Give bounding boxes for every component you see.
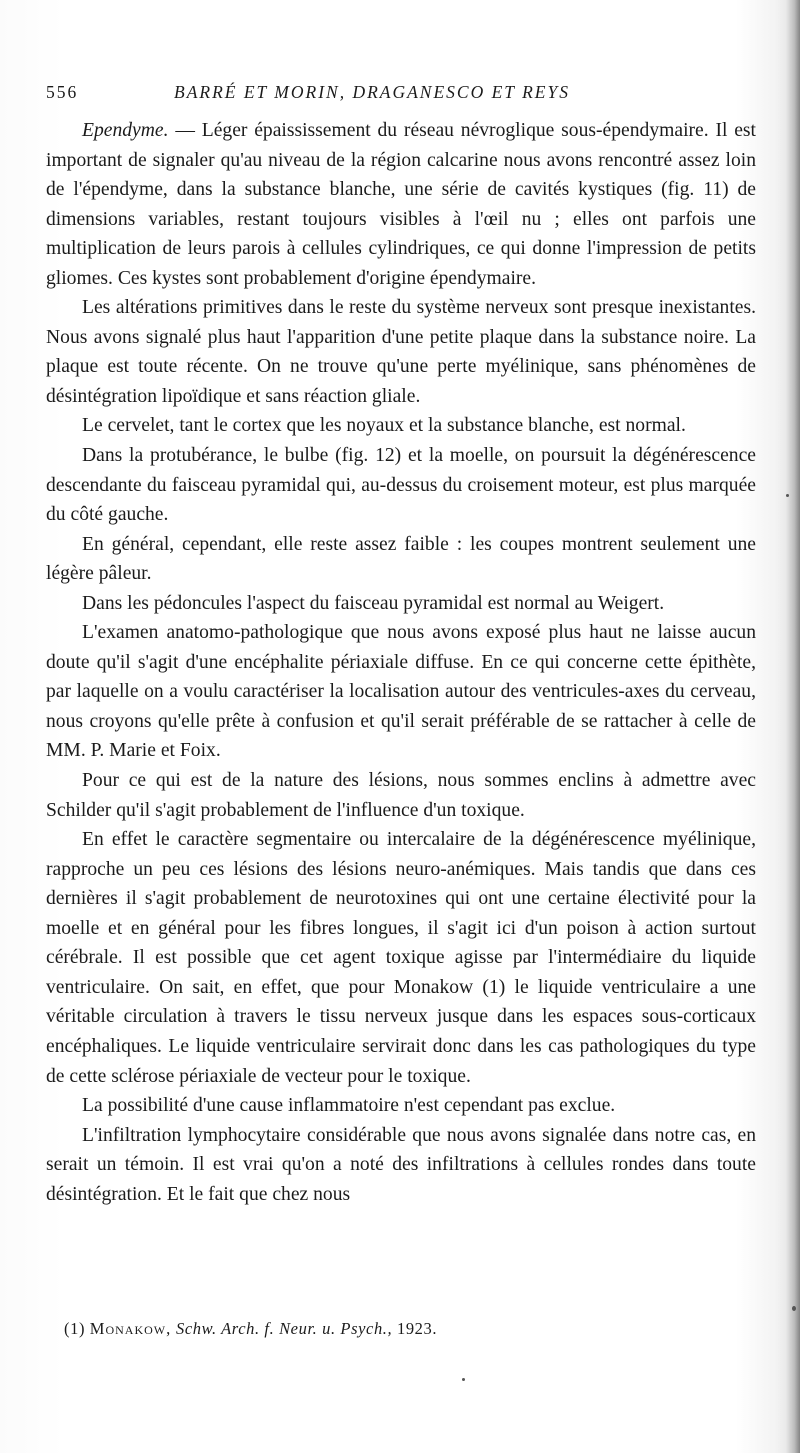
scan-speck: [786, 494, 789, 497]
paragraph: [46, 116, 756, 293]
scan-speck: [462, 1378, 465, 1381]
section-lead: Ependyme.: [82, 120, 169, 141]
footnote-author: Monakow,: [89, 1319, 172, 1338]
footnote-journal: Schw. Arch. f. Neur. u. Psych.,: [175, 1319, 393, 1338]
paragraph: En général, cependant, elle reste assez faible : les coupes montrent seulement une légère pâleur.: [46, 533, 756, 585]
paragraph: La possibilité d'une cause inflammatoire n'est cependant pas exclue.: [82, 1095, 616, 1117]
footnote: [64, 1319, 754, 1339]
paragraph: Dans la protubérance, le bulbe (fig. 12) et la moelle, on poursuit la dégénérescence descendante du faisceau pyramidal qui, au-dessus du croisement moteur, est plus marquée du côté gauche.: [46, 445, 756, 526]
footnote-year: 1923.: [396, 1319, 438, 1338]
footnote-marker: (1): [64, 1319, 86, 1338]
paragraph: Dans les pédoncules l'aspect du faisceau pyramidal est normal au Weigert.: [82, 592, 665, 614]
scan-speck: [792, 1306, 796, 1311]
page-edge-shadow: [786, 0, 800, 1453]
paragraph: L'examen anatomo-pathologique que nous avons exposé plus haut ne laisse aucun doute qu'il s'agit d'une encéphalite périaxiale diffuse. En ce qui concerne cette épithète, par laquelle on a voulu caractériser la localisation autour des ventricules-axes du cerveau, nous croyons qu'elle prête à confusion et qu'il serait préférable de se rattacher à celle de MM. P. Marie et Foix.: [46, 622, 756, 762]
paragraph-text: — Léger épaississement du réseau névroglique sous-épendymaire. Il est important de signaler qu'au niveau de la région calcarine nous avons rencontré assez loin de l'épendyme, dans la substance blanche, une série de cavités kystiques (fig. 11) de dimensions variables, restant toujours visibles à l'œil nu ; elles ont parfois une multiplication de leurs parois à cellules cylindriques, ce qui donne l'impression de petits gliomes. Ces kystes sont probablement d'origine épendymaire.: [46, 120, 756, 289]
paragraph: En effet le caractère segmentaire ou intercalaire de la dégénérescence myélinique, rapproche un peu ces lésions des lésions neuro-anémiques. Mais tandis que dans ces dernières il s'agit probablement de neurotoxines qui ont une certaine électivité pour la moelle et en général pour les fibres longues, il s'agit ici d'un poison à action surtout cérébrale. Il est possible que cet agent toxique agisse par l'intermédiaire du liquide ventriculaire. On sait, en effet, que pour Monakow (1) le liquide ventriculaire a une véritable circulation à travers le tissu nerveux jusque dans les espaces sous-corticaux encéphaliques. Le liquide ventriculaire servirait donc dans les cas pathologiques du type de cette sclérose périaxiale de vecteur pour le toxique.: [46, 829, 756, 1087]
running-header: [46, 82, 750, 112]
running-title: BARRÉ ET MORIN, DRAGANESCO ET REYS: [174, 82, 570, 102]
paragraph: Les altérations primitives dans le reste du système nerveux sont presque inexistantes. Nous avons signalé plus haut l'apparition d'une petite plaque dans la substance noire. La plaque est toute récente. On ne trouve qu'une perte myélinique, sans phénomènes de désintégration lipoïdique et sans réaction gliale.: [46, 297, 756, 407]
paragraph: L'infiltration lymphocytaire considérable que nous avons signalée dans notre cas, en serait un témoin. Il est vrai qu'on a noté des infiltrations à cellules rondes dans toute désintégration. Et le fait que chez nous: [46, 1124, 756, 1205]
body-text: [46, 116, 756, 1209]
paragraph: Pour ce qui est de la nature des lésions, nous sommes enclins à admettre avec Schilder qu'il s'agit probablement de l'influence d'un toxique.: [46, 770, 756, 821]
paragraph: Le cervelet, tant le cortex que les noyaux et la substance blanche, est normal.: [82, 415, 686, 437]
page-number: 556: [46, 82, 79, 102]
